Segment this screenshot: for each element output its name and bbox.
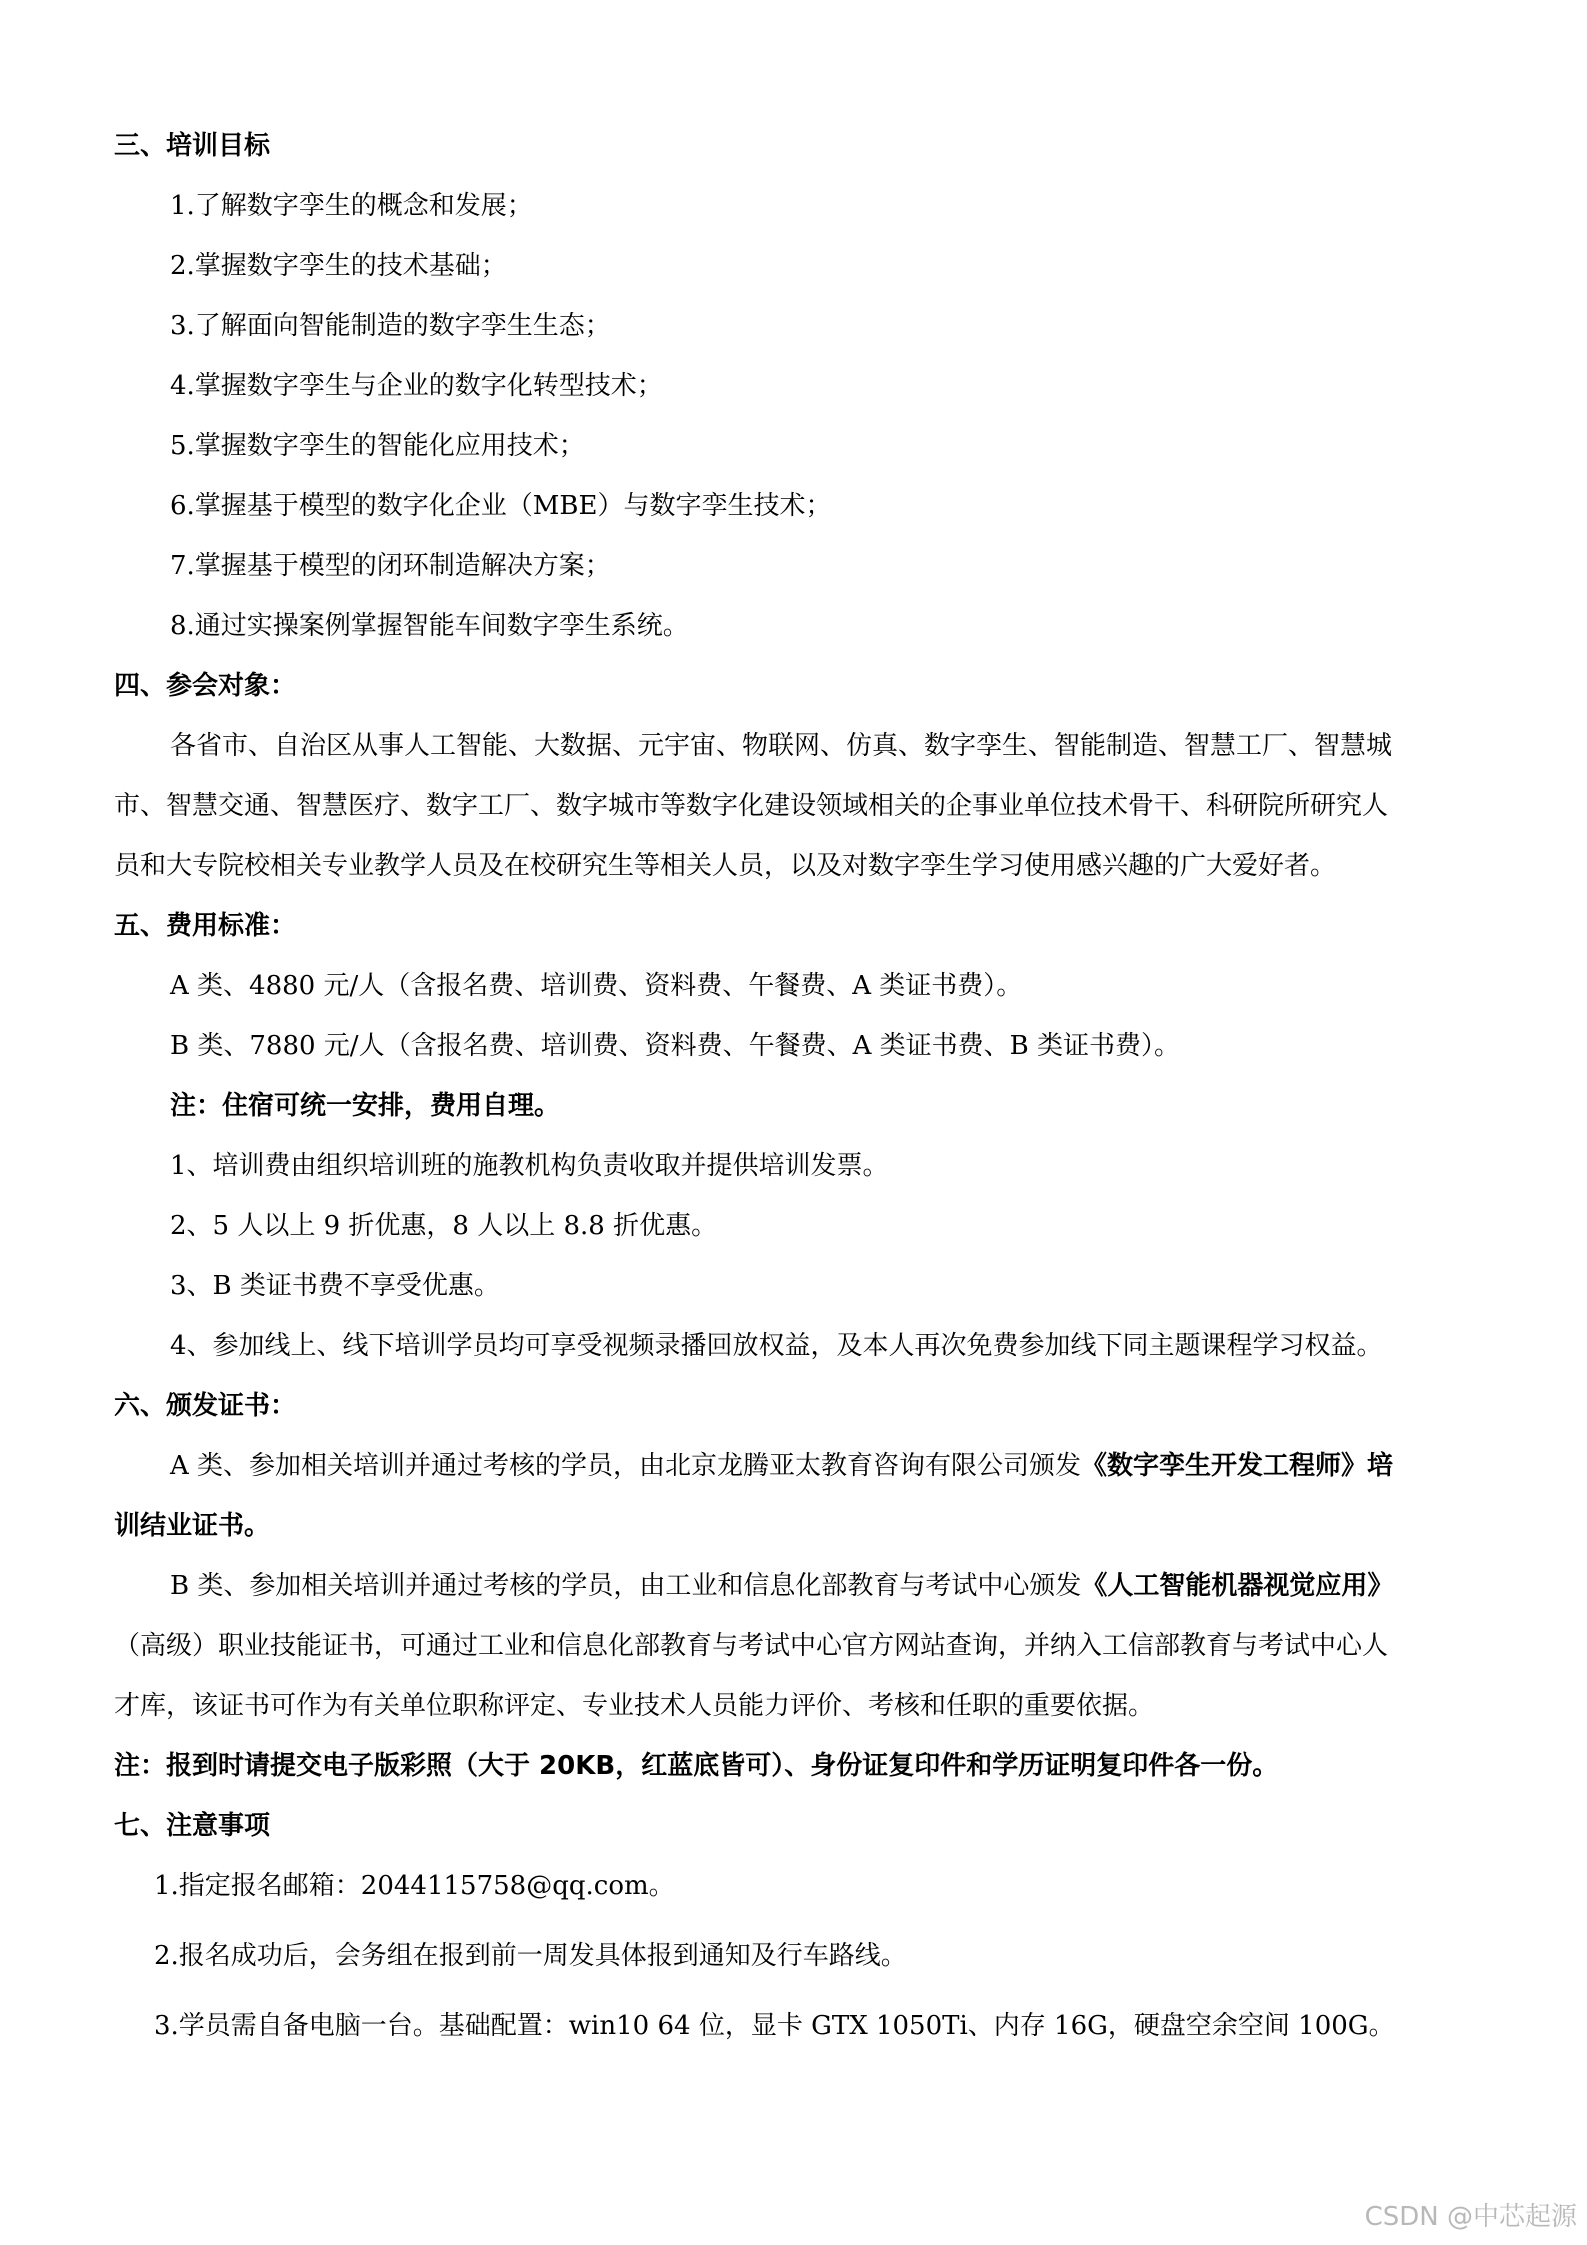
csdn-watermark: CSDN @中芯起源 (1364, 2202, 1577, 2233)
notice-item: 1.指定报名邮箱：2044115758@qq.com。 (154, 1871, 675, 1901)
goal-item: 8.通过实操案例掌握智能车间数字孪生系统。 (170, 611, 689, 641)
goal-item: 6.掌握基于模型的数字化企业（MBE）与数字孪生技术； (170, 491, 832, 521)
certificate-a-title: 《数字孪生开发工程师》培 (1081, 1451, 1394, 1481)
certificate-b-line (170, 1568, 1393, 1606)
goal-item: 3.了解面向智能制造的数字孪生生态； (170, 311, 611, 341)
goal-item: 2.掌握数字孪生的技术基础； (170, 251, 507, 281)
certificate-b-line: 才库，该证书可作为有关单位职称评定、专业技术人员能力评价、考核和任职的重要依据。 (114, 1691, 1155, 1721)
section-heading-certificates: 六、颁发证书： (114, 1391, 297, 1421)
section-heading-notices: 七、注意事项 (114, 1811, 271, 1841)
fee-class-a: A 类、4880 元/人（含报名费、培训费、资料费、午餐费、A 类证书费）。 (170, 971, 1023, 1001)
section-heading-audience: 四、参会对象： (114, 671, 297, 701)
goal-item: 7.掌握基于模型的闭环制造解决方案； (170, 551, 611, 581)
fee-accommodation-note: 注：住宿可统一安排，费用自理。 (170, 1091, 561, 1121)
registration-note: 注：报到时请提交电子版彩照（大于 20KB，红蓝底皆可）、身份证复印件和学历证明复印件各一份。 (114, 1751, 1279, 1781)
certificate-b-line: （高级）职业技能证书，可通过工业和信息化部教育与考试中心官方网站查询，并纳入工信部教育与考试中心人 (114, 1631, 1389, 1661)
notice-item: 2.报名成功后，会务组在报到前一周发具体报到通知及行车路线。 (154, 1941, 907, 1971)
goal-item: 1.了解数字孪生的概念和发展； (170, 191, 533, 221)
certificate-a-title-cont: 训结业证书。 (114, 1511, 271, 1541)
fee-item: 4、参加线上、线下培训学员均可享受视频录播回放权益，及本人再次免费参加线下同主题课程学习权益。 (170, 1331, 1383, 1361)
audience-paragraph-line: 员和大专院校相关专业教学人员及在校研究生等相关人员，以及对数字孪生学习使用感兴趣的广大爱好者。 (114, 851, 1337, 881)
audience-paragraph-line: 各省市、自治区从事人工智能、大数据、元宇宙、物联网、仿真、数字孪生、智能制造、智慧工厂、智慧城 (170, 731, 1393, 761)
fee-item: 2、5 人以上 9 折优惠，8 人以上 8.8 折优惠。 (170, 1211, 718, 1241)
goal-item: 4.掌握数字孪生与企业的数字化转型技术； (170, 371, 663, 401)
certificate-b-text: B 类、参加相关培训并通过考核的学员，由工业和信息化部教育与考试中心颁发 (170, 1571, 1082, 1601)
certificate-a-line (170, 1448, 1393, 1486)
certificate-b-title: 《人工智能机器视觉应用》 (1081, 1571, 1394, 1601)
fee-class-b: B 类、7880 元/人（含报名费、培训费、资料费、午餐费、A 类证书费、B 类证书费）。 (170, 1031, 1180, 1061)
fee-item: 1、培训费由组织培训班的施教机构负责收取并提供培训发票。 (170, 1151, 889, 1181)
certificate-a-text: A 类、参加相关培训并通过考核的学员，由北京龙腾亚太教育咨询有限公司颁发 (170, 1451, 1082, 1481)
section-heading-fees: 五、费用标准： (114, 911, 297, 941)
audience-paragraph-line: 市、智慧交通、智慧医疗、数字工厂、数字城市等数字化建设领域相关的企事业单位技术骨干、科研院所研究人 (114, 791, 1389, 821)
fee-item: 3、B 类证书费不享受优惠。 (170, 1271, 500, 1301)
section-heading-goals: 三、培训目标 (114, 131, 271, 161)
notice-item: 3.学员需自备电脑一台。基础配置：win10 64 位，显卡 GTX 1050Ti、内存 16G，硬盘空余空间 100G。 (154, 2011, 1395, 2041)
goal-item: 5.掌握数字孪生的智能化应用技术； (170, 431, 585, 461)
